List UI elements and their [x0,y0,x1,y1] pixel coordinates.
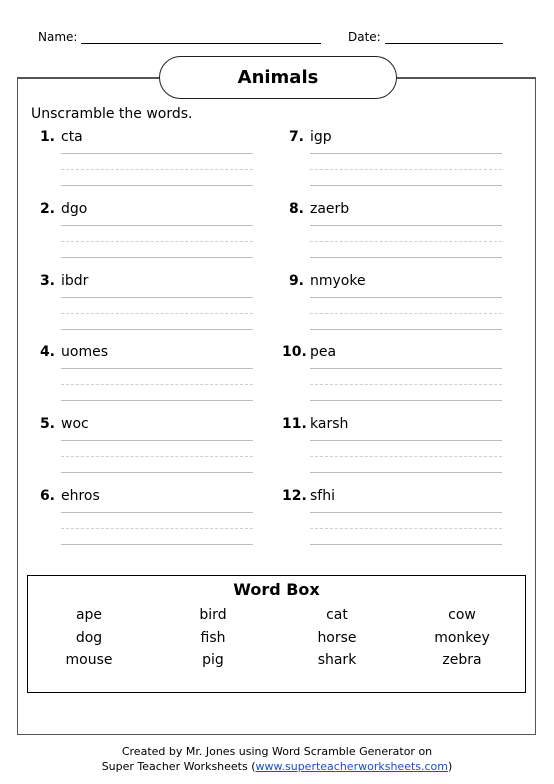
scrambled-word: sfhi [310,488,335,504]
answer-baseline [61,472,253,473]
scrambled-word: dgo [61,200,88,217]
instructions: Unscramble the words. [31,106,193,122]
scrambled-word: cta [61,129,83,145]
date-field [348,30,503,44]
date-label: Date: [348,30,381,44]
answer-baseline [310,257,502,258]
word-box-word: cat [326,607,348,623]
name-label: Name: [38,30,78,44]
answer-line[interactable] [310,512,502,513]
answer-baseline [310,400,502,401]
item-number: 12. [282,488,307,504]
item-number: 9. [288,272,304,289]
footer-credit: Created by Mr. Jones using Word Scramble Generator on [121,745,433,758]
answer-line[interactable] [61,297,253,298]
word-box-word: horse [317,629,357,646]
answer-midline [61,384,253,385]
answer-line[interactable] [310,440,502,441]
answer-midline [310,241,502,242]
word-box-word: cow [448,607,476,623]
scrambled-word: ibdr [61,272,89,289]
item-number: 6. [39,488,55,504]
answer-midline [61,528,253,529]
answer-midline [61,241,253,242]
answer-line[interactable] [61,512,253,513]
answer-midline [310,384,502,385]
word-box-word: dog [75,629,103,646]
answer-midline [61,313,253,314]
answer-line[interactable] [61,440,253,441]
answer-midline [310,456,502,457]
footer-link[interactable]: www.superteacherworksheets.com [255,760,448,773]
answer-baseline [310,544,502,545]
word-box-word: monkey [434,629,490,646]
answer-midline [310,313,502,314]
answer-line[interactable] [310,368,502,369]
answer-line[interactable] [61,153,253,154]
answer-baseline [61,257,253,258]
item-number: 4. [39,344,55,361]
answer-baseline [61,400,253,401]
word-box-word: bird [199,607,227,623]
word-box-word: fish [200,629,226,646]
answer-midline [310,528,502,529]
word-box-title: Word Box [233,580,320,599]
title-rule-left [17,77,160,78]
item-number: 8. [288,200,304,217]
scrambled-word: zaerb [310,200,350,217]
answer-baseline [61,185,253,186]
footer-prefix: Super Teacher Worksheets ( [101,760,256,773]
word-box-word: pig [202,652,224,668]
scrambled-word: nmyoke [310,272,366,289]
footer [0,744,554,774]
word-box-word: mouse [65,652,113,668]
answer-line[interactable] [310,297,502,298]
word-box-word: shark [317,652,357,668]
word-box [27,575,526,693]
word-box-word: ape [75,607,103,623]
answer-baseline [310,472,502,473]
answer-baseline [310,329,502,330]
scrambled-word: ehros [61,488,100,504]
answer-baseline [310,185,502,186]
title-rule-right [396,77,536,78]
item-number: 3. [39,272,55,289]
answer-midline [61,456,253,457]
answer-midline [61,169,253,170]
worksheet-title: Animals [159,56,397,99]
answer-baseline [61,544,253,545]
scrambled-word: igp [310,129,332,145]
item-number: 5. [39,416,55,433]
scrambled-word: uomes [61,344,108,361]
item-number: 1. [39,129,55,145]
date-input-line[interactable] [385,31,503,44]
name-input-line[interactable] [81,31,321,44]
item-number: 2. [39,200,55,217]
answer-line[interactable] [310,153,502,154]
footer-suffix: ) [448,760,453,773]
name-field [38,30,321,44]
answer-line[interactable] [61,368,253,369]
item-number: 11. [282,416,307,433]
scrambled-word: karsh [310,416,349,433]
answer-midline [310,169,502,170]
scrambled-word: pea [310,344,337,361]
answer-line[interactable] [310,225,502,226]
item-number: 10. [282,344,307,361]
answer-line[interactable] [61,225,253,226]
footer-source [0,759,554,774]
word-box-word: zebra [442,652,482,668]
item-number: 7. [288,129,304,145]
answer-baseline [61,329,253,330]
scrambled-word: woc [61,416,89,433]
